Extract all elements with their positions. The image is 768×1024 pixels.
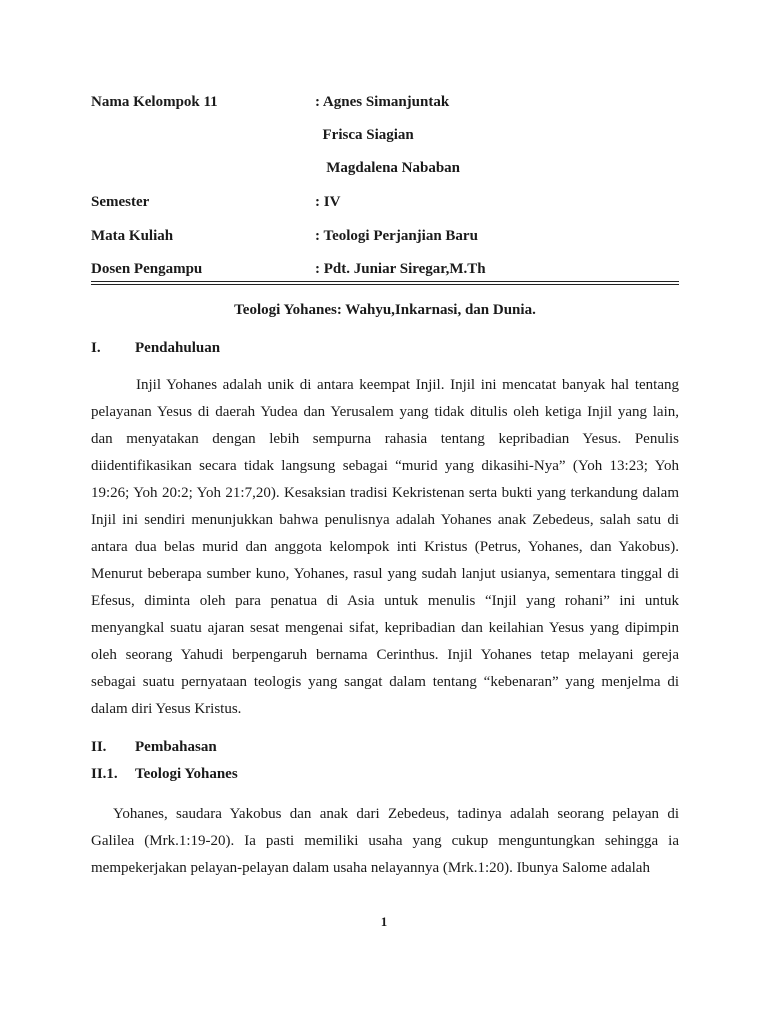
- paragraph-line: Injil ini sendiri menunjukkan bahwa penulisnya adalah Yohanes anak Zebedeus, salah satu di: [91, 512, 679, 528]
- semester-label: Semester: [91, 194, 150, 210]
- paragraph-line: Yohanes, saudara Yakobus dan anak dari Zebedeus, tadinya adalah seorang pelayan di: [113, 806, 679, 822]
- paragraph-line: Efesus, diminta oleh para penatua di Asia untuk menulis “Injil yang rohani” ini untuk: [91, 593, 679, 609]
- paragraph-line: sebagai suatu pernyataan teologis yang sangat dalam tentang “kebenaran” yang menjelma di: [91, 674, 679, 690]
- header-divider-top: [91, 281, 679, 282]
- section-title: Pendahuluan: [135, 340, 221, 356]
- introduction-paragraph: [91, 372, 679, 723]
- course-label: Mata Kuliah: [91, 228, 174, 244]
- section-number: I.: [91, 340, 101, 356]
- header-divider-bottom: [91, 284, 679, 285]
- paragraph-line: menyangkal suatu ajaran sesat mengenai sifat, kepribadian dan keilahian Yesus yang dipimpin: [91, 620, 679, 636]
- group-label: Nama Kelompok 11: [91, 94, 218, 110]
- section-title: Pembahasan: [135, 739, 217, 755]
- document-title: Teologi Yohanes: Wahyu,Inkarnasi, dan Dunia.: [234, 302, 536, 318]
- subsection-number: II.1.: [91, 766, 118, 782]
- member-name: Magdalena Nababan: [315, 160, 461, 176]
- paragraph-line: dan menyatakan dengan lebih sempurna rahasia tentang kepribadian Yesus. Penulis: [91, 431, 679, 447]
- paragraph-line: 19:26; Yoh 20:2; Yoh 21:7,20). Kesaksian tradisi Kekristenan serta bukti yang terkandung dalam: [91, 485, 679, 501]
- section-number: II.: [91, 739, 107, 755]
- paragraph-line: dalam diri Yesus Kristus.: [91, 701, 242, 717]
- lecturer-value: : Pdt. Juniar Siregar,M.Th: [315, 261, 486, 277]
- paragraph-line: Galilea (Mrk.1:19-20). Ia pasti memiliki usaha yang cukup menguntungkan sehingga ia: [91, 833, 679, 849]
- theology-paragraph: [91, 801, 679, 882]
- member-name: : Agnes Simanjuntak: [315, 94, 450, 110]
- page-number: 1: [380, 914, 388, 929]
- lecturer-label: Dosen Pengampu: [91, 261, 203, 277]
- course-value: : Teologi Perjanjian Baru: [315, 228, 478, 244]
- paragraph-line: diidentifikasikan secara tidak langsung sebagai “murid yang dikasihi-Nya” (Yoh 13:23; Yoh: [91, 458, 679, 474]
- paragraph-line: antara dua belas murid dan anggota kelompok inti Kristus (Petrus, Yohanes, dan Yakobus).: [91, 539, 679, 555]
- paragraph-line: pelayanan Yesus di daerah Yudea dan Yerusalem yang tidak ditulis oleh ketiga Injil yang lain,: [91, 404, 679, 420]
- paragraph-line: Menurut beberapa sumber kuno, Yohanes, rasul yang sudah lanjut usianya, sementara tinggal di: [91, 566, 679, 582]
- paragraph-line: oleh seorang Yahudi berpengaruh bernama Cerinthus. Injil Yohanes tetap melayani gereja: [91, 647, 679, 663]
- paragraph-line: mempekerjakan pelayan-pelayan dalam usaha nelayannya (Mrk.1:20). Ibunya Salome adalah: [91, 860, 650, 876]
- member-name: Frisca Siagian: [315, 127, 414, 143]
- semester-value: : IV: [315, 194, 341, 210]
- paragraph-line: Injil Yohanes adalah unik di antara keempat Injil. Injil ini mencatat banyak hal tentang: [136, 377, 679, 393]
- subsection-title: Teologi Yohanes: [135, 766, 238, 782]
